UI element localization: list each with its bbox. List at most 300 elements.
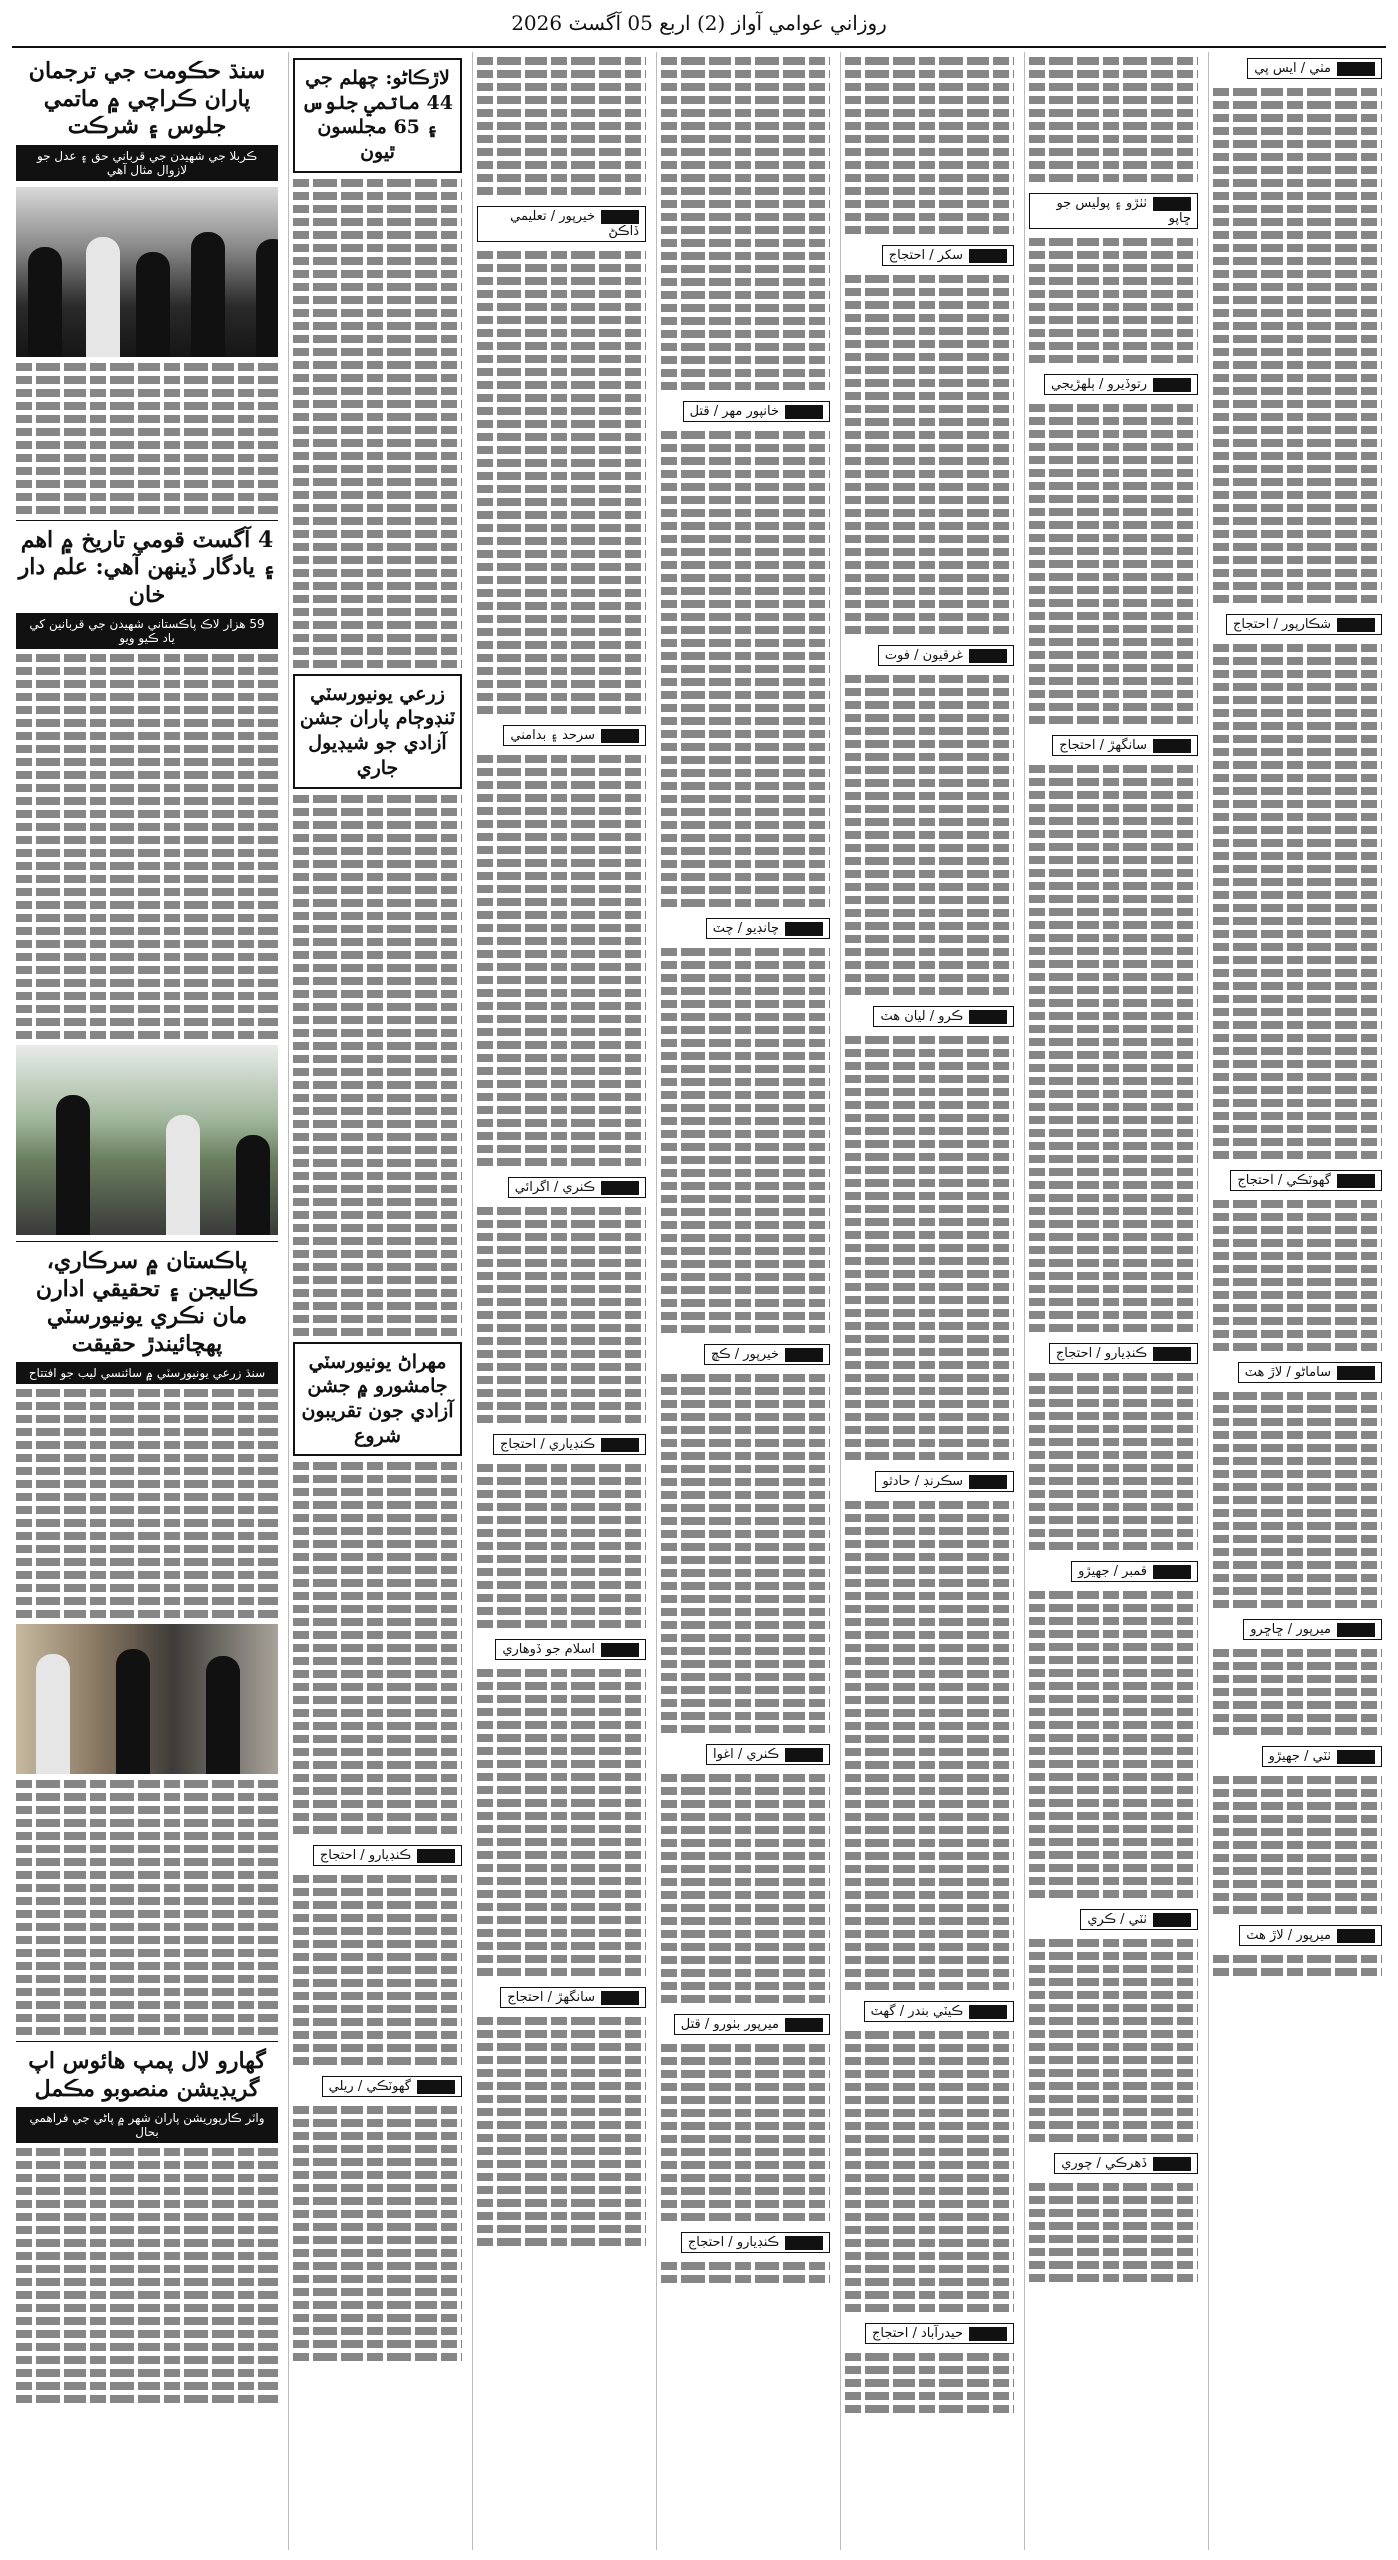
text-line: [1213, 439, 1382, 447]
text-line: [1213, 969, 1382, 977]
text-line: [16, 823, 278, 831]
text-line: [1213, 1265, 1382, 1273]
text-line: [845, 1179, 1014, 1187]
text-line: [16, 849, 278, 857]
text-line: [293, 1263, 462, 1271]
tag-block-icon: [1153, 197, 1191, 211]
text-line: [1213, 127, 1382, 135]
text-line: [477, 1721, 646, 1729]
text-line: [845, 831, 1014, 839]
text-line: [16, 389, 278, 397]
text-line: [1213, 192, 1382, 200]
text-line: [661, 1286, 830, 1294]
text-line: [845, 1231, 1014, 1239]
text-line: [661, 1052, 830, 1060]
text-line: [845, 727, 1014, 735]
text-line: [293, 1289, 462, 1297]
text-line: [1213, 400, 1382, 408]
text-line: [293, 1016, 462, 1024]
text-line: [1029, 2235, 1198, 2243]
text-line: [16, 927, 278, 935]
text-line: [1029, 1695, 1198, 1703]
text-line: [16, 1962, 278, 1970]
text-line: [661, 626, 830, 634]
text-line: [477, 498, 646, 506]
text-line: [845, 805, 1014, 813]
text-line: [1213, 140, 1382, 148]
text-line: [1029, 1721, 1198, 1729]
text-line: [845, 1413, 1014, 1421]
text-line: [661, 1595, 830, 1603]
text-line: [1029, 817, 1198, 825]
text-line: [293, 1644, 462, 1652]
text-line: [661, 1104, 830, 1112]
text-line: [293, 270, 462, 278]
text-line: [1029, 1181, 1198, 1189]
text-line: [293, 426, 462, 434]
text-line: [661, 652, 830, 660]
text-line: [16, 680, 278, 688]
text-line: [477, 1851, 646, 1859]
tag-block-icon: [601, 1181, 639, 1195]
text-line: [1029, 303, 1198, 311]
text-line: [477, 1594, 646, 1602]
text-line: [1029, 1386, 1198, 1394]
text-line: [845, 1748, 1014, 1756]
text-line: [16, 1467, 278, 1475]
text-line: [661, 1660, 830, 1668]
text-line: [293, 1159, 462, 1167]
text-line: [1029, 1451, 1198, 1459]
tag-block-icon: [969, 649, 1007, 663]
text-line: [845, 909, 1014, 917]
text-line: [477, 2225, 646, 2233]
text-line: [477, 1542, 646, 1550]
text-line: [293, 1475, 462, 1483]
text-line: [1029, 404, 1198, 412]
text-line: [845, 548, 1014, 556]
text-line: [661, 57, 830, 65]
text-line: [293, 2314, 462, 2322]
text-line: [477, 1890, 646, 1898]
text-line: [477, 1490, 646, 1498]
text-line: [1029, 96, 1198, 104]
text-line: [16, 1415, 278, 1423]
text-line: [1029, 508, 1198, 516]
text-line: [293, 1901, 462, 1909]
text-line: [1029, 651, 1198, 659]
text-line: [661, 213, 830, 221]
tag-block-icon: [601, 210, 639, 224]
text-line: [293, 2171, 462, 2179]
text-line: [661, 1000, 830, 1008]
text-line: [661, 2044, 830, 2052]
text-line: [845, 1787, 1014, 1795]
text-line: [845, 1257, 1014, 1265]
text-line: [1029, 1939, 1198, 1947]
text-line: [16, 862, 278, 870]
text-line: [845, 1244, 1014, 1252]
text-line: [845, 1514, 1014, 1522]
text-line: [1029, 238, 1198, 246]
text-line: [293, 2249, 462, 2257]
text-line: [845, 935, 1014, 943]
text-line: [661, 1891, 830, 1899]
text-line: [16, 2161, 278, 2169]
news-tag-label: سکر / احتجاج: [888, 248, 963, 263]
text-line: [293, 2210, 462, 2218]
text-line: [661, 317, 830, 325]
text-line: [1213, 1457, 1382, 1465]
text-line: [845, 1439, 1014, 1447]
text-line: [16, 654, 278, 662]
text-line: [661, 343, 830, 351]
text-line: [1029, 547, 1198, 555]
tag-block-icon: [969, 2005, 1007, 2019]
text-line: [293, 2236, 462, 2244]
text-line: [1029, 1012, 1198, 1020]
divider: [16, 2041, 278, 2042]
text-line: [293, 1224, 462, 1232]
text-line: [661, 1234, 830, 1242]
text-line: [477, 1119, 646, 1127]
text-line: [477, 1132, 646, 1140]
text-line: [661, 2200, 830, 2208]
text-line: [293, 2288, 462, 2296]
text-line: [661, 496, 830, 504]
text-line: [16, 2148, 278, 2156]
text-line: [845, 1969, 1014, 1977]
text-line: [1213, 1125, 1382, 1133]
text-line: [16, 2252, 278, 2260]
text-line: [477, 1041, 646, 1049]
text-line: [1029, 1656, 1198, 1664]
text-line: [16, 1923, 278, 1931]
text-line: [293, 1748, 462, 1756]
news-tag: [1239, 1925, 1382, 1946]
text-line: [1029, 1051, 1198, 1059]
text-line: [845, 1982, 1014, 1990]
text-line: [16, 836, 278, 844]
text-line: [1213, 1330, 1382, 1338]
text-line: [845, 1374, 1014, 1382]
text-line: [845, 1800, 1014, 1808]
text-line: [1029, 1516, 1198, 1524]
text-line: [845, 740, 1014, 748]
text-line: [1029, 960, 1198, 968]
text-line: [293, 1709, 462, 1717]
text-line: [1213, 1522, 1382, 1530]
text-line: [477, 2069, 646, 2077]
text-line: [1213, 1073, 1382, 1081]
news-tag-label: گهوٽڪي / احتجاج: [1237, 1173, 1331, 1188]
tag-block-icon: [785, 2236, 823, 2250]
text-line: [293, 309, 462, 317]
text-line: [16, 1441, 278, 1449]
text-line: [293, 847, 462, 855]
person-figure: [236, 1135, 270, 1235]
column-7: [12, 52, 282, 2550]
tag-block-icon: [1337, 1174, 1375, 1188]
text-line: [845, 535, 1014, 543]
text-line: [1029, 947, 1198, 955]
text-line: [293, 491, 462, 499]
text-line: [16, 467, 278, 475]
news-tag-label: چانڊيو / چٽ: [712, 921, 779, 936]
text-line: [845, 753, 1014, 761]
text-line: [1213, 361, 1382, 369]
text-line: [845, 1426, 1014, 1434]
text-line: [1029, 1220, 1198, 1228]
text-line: [1029, 1838, 1198, 1846]
text-line: [1029, 1324, 1198, 1332]
text-line: [1213, 761, 1382, 769]
text-line: [845, 600, 1014, 608]
text-line: [661, 1608, 830, 1616]
text-line: [1213, 1343, 1382, 1351]
text-line: [293, 348, 462, 356]
text-line: [293, 873, 462, 881]
text-line: [661, 1826, 830, 1834]
news-tag-label: گهوٽڪي / ريلي: [328, 2079, 411, 2095]
headline-box-mehran-university: [293, 1342, 462, 1457]
text-line: [1029, 612, 1198, 620]
text-line: [661, 252, 830, 260]
box-headline: لاڙڪاڻو: چهلم جي 44 ماتمي جلوس ۽ 65 مجلسون ٿيون: [301, 67, 453, 164]
text-line: [293, 1953, 462, 1961]
text-line: [661, 665, 830, 673]
text-line: [661, 382, 830, 390]
text-line: [845, 1127, 1014, 1135]
text-line: [845, 2304, 1014, 2312]
text-line: [477, 794, 646, 802]
text-line: [661, 2083, 830, 2091]
text-line: [293, 1683, 462, 1691]
text-line: [16, 2317, 278, 2325]
text-line: [16, 914, 278, 922]
text-line: [661, 1478, 830, 1486]
text-line: [845, 1166, 1014, 1174]
text-line: [293, 1553, 462, 1561]
text-line: [845, 2379, 1014, 2387]
text-line: [661, 717, 830, 725]
text-line: [477, 174, 646, 182]
text-line: [1029, 1734, 1198, 1742]
text-line: [661, 1325, 830, 1333]
text-line: [293, 1875, 462, 1883]
news-tag-label: ڏهرڪي / چوري: [1061, 2156, 1147, 2171]
text-line: [1029, 690, 1198, 698]
text-line: [845, 2291, 1014, 2299]
text-line: [16, 1871, 278, 1879]
text-line: [661, 1491, 830, 1499]
text-line: [661, 1182, 830, 1190]
text-line: [1029, 1503, 1198, 1511]
text-line: [1213, 335, 1382, 343]
text-line: [845, 613, 1014, 621]
text-line: [477, 963, 646, 971]
text-line: [661, 782, 830, 790]
text-line: [1213, 1483, 1382, 1491]
text-line: [293, 1927, 462, 1935]
text-line: [661, 109, 830, 117]
news-tag: [508, 1177, 646, 1198]
text-line: [293, 621, 462, 629]
text-line: [845, 457, 1014, 465]
text-line: [477, 2199, 646, 2207]
text-line: [845, 122, 1014, 130]
text-line: [661, 1260, 830, 1268]
text-line: [1213, 1841, 1382, 1849]
text-line: [845, 366, 1014, 374]
news-tag-label: ڪنري / اغوا: [713, 1747, 779, 1762]
text-line: [661, 1787, 830, 1795]
text-line: [845, 70, 1014, 78]
text-line: [1213, 1047, 1382, 1055]
news-tag-label: خانپور مهر / قتل: [689, 404, 779, 419]
text-line: [1029, 1246, 1198, 1254]
text-line: [845, 1218, 1014, 1226]
text-line: [1029, 161, 1198, 169]
text-line: [1029, 1890, 1198, 1898]
text-line: [293, 1592, 462, 1600]
text-line: [1029, 1825, 1198, 1833]
text-line: [1213, 153, 1382, 161]
text-line: [293, 1966, 462, 1974]
text-line: [293, 218, 462, 226]
text-line: [293, 179, 462, 187]
tag-block-icon: [601, 1438, 639, 1452]
column-5: [472, 52, 650, 2550]
text-line: [477, 2134, 646, 2142]
text-line: [293, 2223, 462, 2231]
text-line: [845, 226, 1014, 234]
text-line: [1213, 1021, 1382, 1029]
text-line: [1029, 1786, 1198, 1794]
text-line: [1029, 122, 1198, 130]
text-line: [845, 1553, 1014, 1561]
text-line: [1213, 1496, 1382, 1504]
news-tag: [1243, 1619, 1382, 1640]
text-line: [1029, 148, 1198, 156]
text-line: [845, 1657, 1014, 1665]
text-line: [845, 1826, 1014, 1834]
text-line: [845, 2187, 1014, 2195]
text-line: [293, 244, 462, 252]
text-line: [661, 1543, 830, 1551]
text-line: [477, 1376, 646, 1384]
text-line: [661, 639, 830, 647]
text-line: [845, 1075, 1014, 1083]
news-tag: [1052, 735, 1198, 756]
text-line: [16, 480, 278, 488]
text-line: [1029, 1077, 1198, 1085]
text-line: [845, 1644, 1014, 1652]
text-line: [477, 1929, 646, 1937]
text-line: [1213, 904, 1382, 912]
text-line: [16, 2187, 278, 2195]
text-line: [845, 418, 1014, 426]
text-line: [845, 340, 1014, 348]
text-line: [293, 1735, 462, 1743]
text-line: [1213, 1548, 1382, 1556]
text-line: [16, 1858, 278, 1866]
news-tag: [503, 725, 646, 746]
text-line: [845, 187, 1014, 195]
text-line: [845, 857, 1014, 865]
text-line: [477, 1389, 646, 1397]
text-line: [293, 296, 462, 304]
text-line: [661, 122, 830, 130]
text-line: [1213, 218, 1382, 226]
text-line: [661, 70, 830, 78]
text-line: [477, 381, 646, 389]
text-line: [845, 2174, 1014, 2182]
text-line: [293, 821, 462, 829]
text-line: [477, 1734, 646, 1742]
text-line: [845, 275, 1014, 283]
text-line: [661, 2057, 830, 2065]
text-line: [477, 755, 646, 763]
text-line: [293, 1302, 462, 1310]
text-line: [661, 2122, 830, 2130]
text-line: [293, 886, 462, 894]
text-line: [1029, 1529, 1198, 1537]
news-tag-label: ڪنڊيارو / احتجاج: [1055, 1346, 1147, 1361]
text-line: [845, 818, 1014, 826]
text-line: [845, 766, 1014, 774]
tag-block-icon: [1337, 62, 1375, 76]
text-line: [661, 1917, 830, 1925]
text-line: [477, 70, 646, 78]
text-line: [1213, 1086, 1382, 1094]
text-line: [1213, 1431, 1382, 1439]
text-line: [1029, 1298, 1198, 1306]
text-line: [661, 1904, 830, 1912]
text-line: [1213, 644, 1382, 652]
news-tag: [495, 1639, 646, 1660]
text-line: [661, 1582, 830, 1590]
text-line: [477, 1402, 646, 1410]
news-tag-label: قمبر / جهيڙو: [1078, 1564, 1147, 1579]
text-line: [1213, 1291, 1382, 1299]
text-line: [293, 951, 462, 959]
text-line: [16, 888, 278, 896]
text-line: [845, 626, 1014, 634]
text-line: [16, 1845, 278, 1853]
person-figure: [86, 237, 120, 357]
text-line: [1213, 270, 1382, 278]
text-line: [845, 57, 1014, 65]
text-line: [845, 883, 1014, 891]
text-line: [845, 714, 1014, 722]
text-line: [1029, 1799, 1198, 1807]
text-line: [1213, 722, 1382, 730]
text-line: [1213, 296, 1382, 304]
text-line: [293, 452, 462, 460]
text-line: [845, 2252, 1014, 2260]
text-line: [16, 1780, 278, 1788]
text-line: [293, 808, 462, 816]
text-line: [293, 1800, 462, 1808]
text-line: [477, 1825, 646, 1833]
text-line: [477, 615, 646, 623]
text-line: [661, 304, 830, 312]
text-line: [293, 1055, 462, 1063]
text-line: [293, 1722, 462, 1730]
text-line: [845, 431, 1014, 439]
text-line: [845, 870, 1014, 878]
